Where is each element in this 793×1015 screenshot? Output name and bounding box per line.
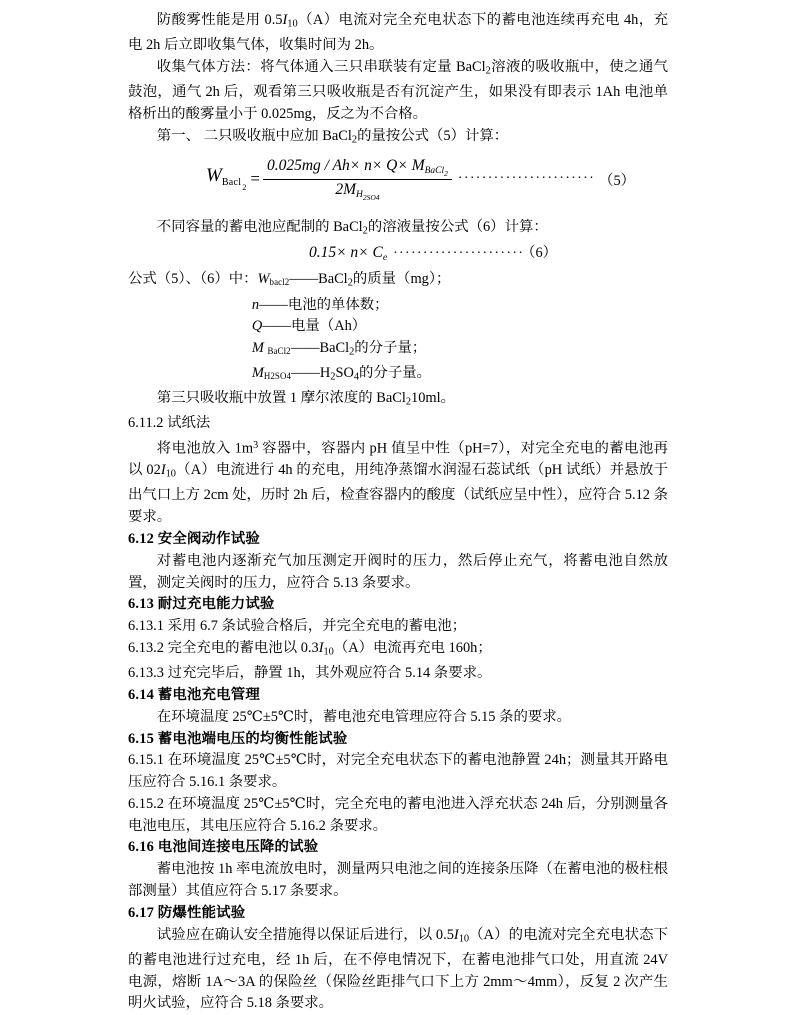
section-number: 6.15 (128, 730, 154, 747)
formula-6-leaders: ······················ (393, 245, 525, 261)
denominator-main: 2M (335, 180, 356, 198)
def-symbol-n: n (251, 296, 260, 313)
section-heading-6-13 (128, 594, 668, 616)
def-symbol-M: M (251, 340, 264, 357)
section-heading-6-16 (128, 837, 668, 859)
paragraph-third-bottle (128, 388, 668, 413)
paragraph-different-capacity (128, 217, 668, 242)
section-body-6-17 (128, 925, 668, 1015)
def-text-post: 的质量（mg）； (352, 271, 451, 288)
text-fragment: （A）电流再充电 160h； (333, 640, 492, 657)
section-heading-6-15 (128, 729, 668, 751)
denominator-sub-4: 4 (375, 192, 380, 202)
paragraph-gas-collection-method (128, 57, 668, 126)
definition-row-W (128, 269, 668, 294)
text-fragment: 6.13.2 完全充电的蓄电池以 0.3 (128, 640, 319, 657)
section-item-6-15-2: 6.15.2 在环境温度 25℃±5℃时，完全充电的蓄电池进入浮充状态 24h 后，分别测量各电池电压，其电压应符合 5.16.2 条要求。 (128, 795, 668, 834)
section-number: 6.12 (128, 531, 154, 548)
definition-row-M-H2SO4 (128, 363, 668, 388)
section-heading-6-11-2 (128, 413, 668, 435)
formula-6-subscript: e (382, 252, 388, 263)
def-text-sub4: 4 (353, 371, 360, 383)
numerator-main: 0.025mg / Ah× n× Q× M (266, 156, 425, 174)
section-heading-6-14 (128, 685, 668, 707)
text-fragment: 试验应在确认安全措施得以保证后进行，以 0.5 (156, 926, 454, 943)
subscript-10: 10 (323, 646, 334, 658)
def-symbol-M: M (251, 365, 264, 382)
def-dash: —— (291, 365, 320, 382)
def-dash: —— (259, 296, 288, 313)
superscript-3: 3 (253, 440, 259, 452)
symbol-current-I: I (282, 12, 288, 28)
section-body-6-16: 蓄电池按 1h 率电流放电时，测量两只电池之间的连接条压降（在蓄电池的极柱根部测量）其值应符合 5.17 条要求。 (128, 861, 668, 900)
subscript-2: 2 (362, 224, 368, 236)
def-text-sub: 2 (347, 277, 353, 289)
def-dash: —— (290, 340, 320, 357)
fraction-numerator (263, 157, 452, 179)
def-symbol-W-sub: bacl2 (269, 277, 290, 288)
text-fragment: 的量按公式（5）计算： (357, 127, 509, 144)
def-symbol-W: W (257, 271, 270, 288)
definitions-intro: 公式（5）、（6）中： (128, 271, 258, 288)
def-text-pre: BaCl (319, 340, 350, 357)
section-item-6-15-1: 6.15.1 在环境温度 25℃±5℃时，对完全充电状态下的蓄电池静置 24h；测量其开路电压应符合 5.16.1 条要求。 (128, 752, 668, 791)
lhs-subsubscript: 2 (242, 183, 247, 193)
denominator-sub-H: H (355, 189, 363, 200)
section-body-6-11-2 (128, 435, 668, 529)
def-text-so4: SO (335, 365, 354, 382)
section-title: 电池间连接电压降的试验 (157, 839, 319, 856)
section-number: 6.16 (128, 839, 154, 856)
formula-5-number: （5） (599, 172, 636, 189)
lhs-symbol: W (206, 165, 222, 187)
def-text-pre: H (319, 365, 331, 382)
definition-row-n (128, 295, 668, 317)
text-fragment: 容器中，容器内 pH 值呈中性（pH=7），对完全充电的蓄电池再以 02 (128, 440, 668, 479)
def-text-pre: BaCl (318, 271, 348, 288)
section-number: 6.11.2 (128, 415, 164, 432)
text-fragment: 的溶液量按公式（6）计算： (367, 218, 548, 235)
text-fragment: 收集气体方法：将气体通入三只串联装有定量 BaCl (156, 58, 486, 75)
section-item-6-13-2 (128, 638, 668, 663)
equals-sign: = (250, 169, 260, 189)
formula-5 (206, 157, 635, 202)
section-heading-6-12 (128, 529, 668, 551)
lhs-subscript: Bacl (221, 177, 242, 189)
text-fragment: （A）电流对完全充电状态下的蓄电池连续再充电 4h，充电 2h 后立即收集气体，收集时间为 2h。 (128, 12, 668, 54)
subscript-10: 10 (458, 932, 470, 944)
formula-6-expression: 0.15× n× C (308, 243, 383, 261)
formula-5-block (128, 151, 668, 217)
formula-5-lhs (206, 166, 246, 192)
def-text: 电量（Ah） (291, 318, 367, 335)
fraction-denominator (331, 180, 383, 202)
symbol-current-I: I (318, 640, 324, 657)
section-item-6-13-3: 6.13.3 过充完毕后，静置 1h，其外观应符合 5.14 条要求。 (128, 665, 492, 682)
formula-5-fraction (263, 157, 452, 202)
text-fragment: （A）电流进行 4h 的充电，用纯净蒸馏水润湿石蕊试纸（pH 试纸）并悬放于出气口上方 2cm 处，历时 2h 后，检查容器内的酸度（试纸应呈中性），应符合 5.12 条要求。 (128, 462, 668, 526)
def-text-sub: 2 (349, 346, 355, 358)
numerator-subscript: BaCl (424, 165, 445, 176)
section-heading-6-17 (128, 903, 668, 925)
paragraph-acid-mist-performance (128, 10, 668, 57)
def-dash: —— (289, 271, 319, 288)
def-symbol-Q: Q (251, 318, 263, 335)
def-text-sub: 2 (330, 371, 336, 383)
text-fragment: （A）的电流对完全充电状态下的蓄电池进行过充电，经 1h 后，在不停电情况下，在蓄电池排气口处，用直流 24V 电源，熔断 1A～3A 的保险丝（保险丝距排气口下上方 2mm～4mm），反复 2 次产生明火试验，应符合 5.18 条要求。 (128, 926, 668, 1012)
section-title: 蓄电池端电压的均衡性能试验 (157, 730, 348, 747)
subscript-2: 2 (405, 396, 412, 408)
section-number: 6.13 (128, 596, 154, 613)
text-fragment: 第三只吸收瓶中放置 1 摩尔浓度的 BaCl (156, 390, 406, 407)
section-title: 防爆性能试验 (157, 904, 246, 921)
def-text-post: 的分子量。 (359, 365, 431, 382)
def-text: 电池的单体数； (287, 296, 389, 313)
def-dash: —— (262, 318, 292, 335)
section-body-6-12: 对蓄电池内逐渐充气加压测定开阀时的压力，然后停止充气，将蓄电池自然放置，测定关阀时的压力，应符合 5.13 条要求。 (128, 552, 668, 591)
def-symbol-M-sub: H2SO4 (263, 370, 292, 381)
symbol-current-I: I (453, 926, 459, 943)
text-fragment: 不同容量的蓄电池应配制的 BaCl (156, 218, 363, 235)
text-fragment: 将电池放入 1m (156, 440, 254, 457)
def-text-post: 的分子量； (354, 340, 427, 357)
subscript-2: 2 (351, 133, 358, 145)
subscript-10: 10 (287, 18, 298, 30)
formula-6-number: （6） (528, 244, 558, 261)
denominator-sub-SO: SO (366, 192, 376, 202)
formula-6 (128, 242, 668, 270)
denominator-sub-2: 2 (362, 192, 367, 202)
subscript-2: 2 (485, 65, 491, 77)
paragraph-first-second-bottle (128, 126, 668, 151)
subscript-10: 10 (165, 468, 176, 480)
formula-5-leaders: ······················· (457, 171, 596, 187)
text-fragment: 10ml。 (411, 390, 456, 407)
def-symbol-M-sub: BaCl2 (267, 345, 291, 356)
section-body-6-14: 在环境温度 25℃±5℃时，蓄电池充电管理应符合 5.15 条的要求。 (156, 708, 572, 725)
text-fragment: 防酸雾性能是用 0.5 (156, 12, 283, 28)
formula-definitions (128, 269, 668, 388)
definition-row-M-BaCl2 (128, 338, 668, 363)
section-number: 6.17 (128, 904, 154, 921)
section-title: 蓄电池充电管理 (157, 686, 260, 703)
section-title: 耐过充电能力试验 (157, 596, 275, 613)
section-title: 试纸法 (167, 415, 211, 432)
text-fragment: 溶液的吸收瓶中，使之通气鼓泡，通气 2h 后，观看第三只吸收瓶是否有沉淀产生，如果没有即表示 1Ah 电池单格析出的酸雾量小于 0.025mg，反之为不合格。 (128, 58, 668, 122)
section-item-6-13-1: 6.13.1 采用 6.7 条试验合格后，并完全充电的蓄电池； (128, 618, 467, 635)
text-fragment: 第一、 二只吸收瓶中应加 BaCl (156, 127, 352, 144)
section-number: 6.14 (128, 686, 154, 703)
section-title: 安全阀动作试验 (157, 531, 260, 548)
numerator-subsubscript: 2 (444, 168, 448, 178)
symbol-current-I: I (160, 462, 166, 479)
definition-row-Q (128, 316, 668, 338)
